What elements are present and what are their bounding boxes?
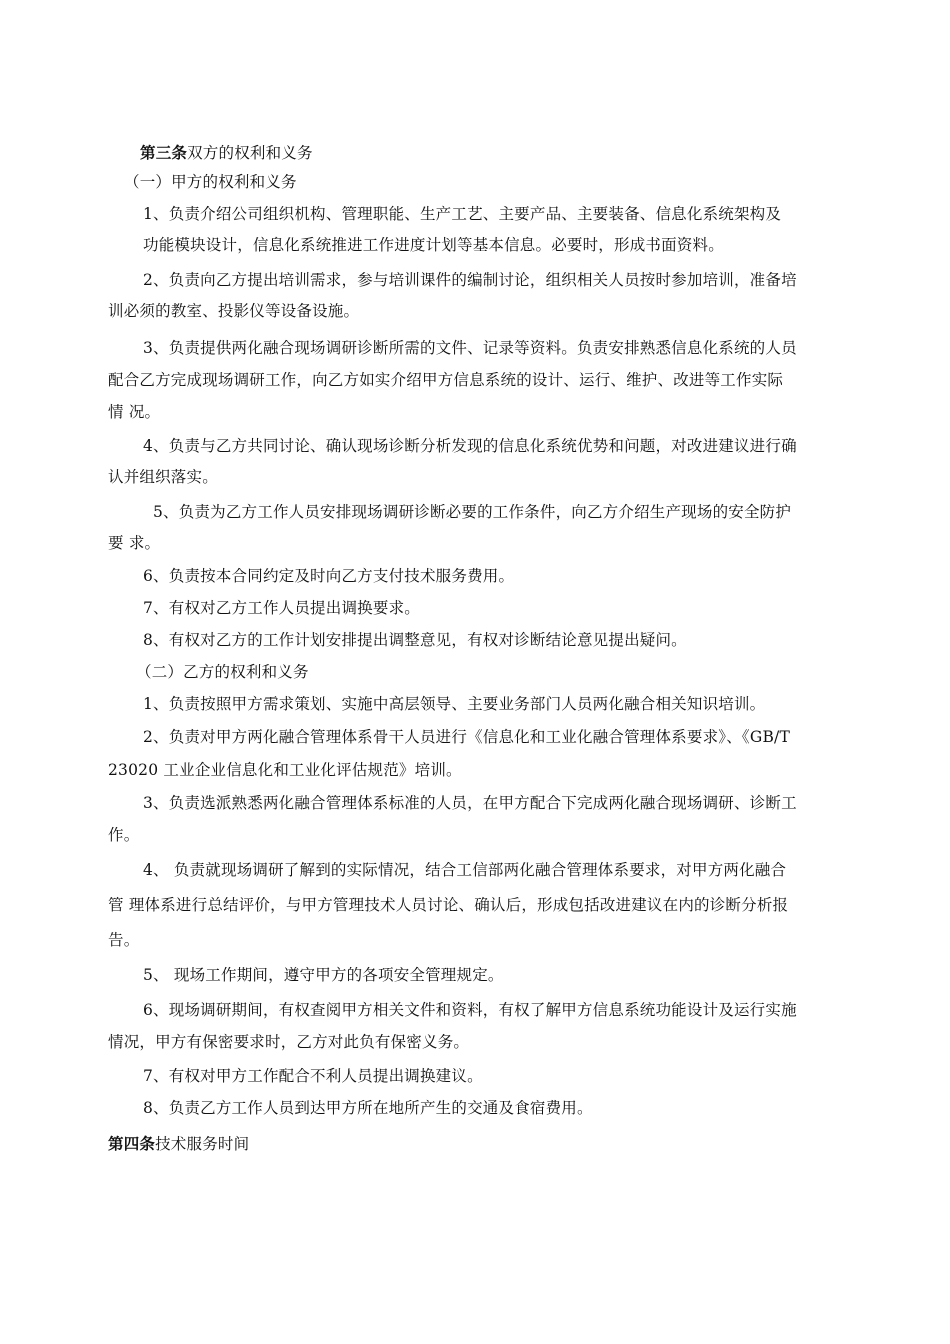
section-b-line: 8、负责乙方工作人员到达甲方所在地所产生的交通及食宿费用。	[143, 1099, 593, 1117]
section-b-line: 管 理体系进行总结评价，与甲方管理技术人员讨论、确认后，形成包括改进建议在内的诊断分析报	[108, 896, 789, 914]
section-a-line: 7、有权对乙方工作人员提出调换要求。	[143, 599, 420, 617]
section-b-line: 7、有权对甲方工作配合不利人员提出调换建议。	[143, 1067, 483, 1085]
section-b-line: 告。	[108, 931, 140, 949]
section-a-line: 8、有权对乙方的工作计划安排提出调整意见，有权对诊断结论意见提出疑问。	[143, 631, 687, 649]
section-a-line: 配合乙方完成现场调研工作，向乙方如实介绍甲方信息系统的设计、运行、维护、改进等工作实际	[108, 371, 784, 389]
section-a-line: 4、负责与乙方共同讨论、确认现场诊断分析发现的信息化系统优势和问题，对改进建议进行确	[143, 437, 797, 455]
section-a-line: 认并组织落实。	[108, 468, 218, 486]
section-a-line: 5、负责为乙方工作人员安排现场调研诊断必要的工作条件，向乙方介绍生产现场的安全防护	[153, 503, 792, 521]
section-b-line: 4、 负责就现场调研了解到的实际情况，结合工信部两化融合管理体系要求，对甲方两化融合	[143, 861, 787, 879]
section-b-line: 5、 现场工作期间，遵守甲方的各项安全管理规定。	[143, 966, 504, 984]
article-4-number: 第四条	[108, 1134, 156, 1153]
article-3-heading	[140, 143, 313, 163]
section-b-line: 情况，甲方有保密要求时，乙方对此负有保密义务。	[108, 1033, 470, 1051]
section-a-line: 1、负责介绍公司组织机构、管理职能、生产工艺、主要产品、主要装备、信息化系统架构及	[143, 205, 782, 223]
section-a-line: 2、负责向乙方提出培训需求，参与培训课件的编制讨论，组织相关人员按时参加培训，准备培	[143, 271, 797, 289]
section-b-line: 2、负责对甲方两化融合管理体系骨干人员进行《信息化和工业化融合管理体系要求》、《GB/T	[143, 728, 790, 746]
section-b-line: 23020 工业企业信息化和工业化评估规范》培训。	[108, 761, 462, 779]
section-a-line: 情 况。	[108, 403, 161, 421]
section-a-line: 要 求。	[108, 534, 161, 552]
section-b-line: 3、负责选派熟悉两化融合管理体系标准的人员，在甲方配合下完成两化融合现场调研、诊断工	[143, 794, 797, 812]
section-b-heading: （二）乙方的权利和义务	[136, 663, 309, 681]
article-3-title: 双方的权利和义务	[187, 144, 313, 162]
section-a-line: 训必须的教室、投影仪等设备设施。	[108, 302, 360, 320]
section-a-line: 6、负责按本合同约定及时向乙方支付技术服务费用。	[143, 567, 515, 585]
article-4-heading	[108, 1134, 249, 1154]
article-4-title: 技术服务时间	[155, 1135, 250, 1153]
section-a-line: 功能模块设计，信息化系统推进工作进度计划等基本信息。必要时，形成书面资料。	[143, 236, 724, 254]
section-b-line: 6、现场调研期间，有权查阅甲方相关文件和资料，有权了解甲方信息系统功能设计及运行实施	[143, 1001, 797, 1019]
section-a-heading: （一）甲方的权利和义务	[124, 173, 297, 191]
section-b-line: 作。	[108, 826, 140, 844]
section-b-line: 1、负责按照甲方需求策划、实施中高层领导、主要业务部门人员两化融合相关知识培训。	[143, 695, 766, 713]
article-3-number: 第三条	[140, 143, 188, 162]
section-a-line: 3、负责提供两化融合现场调研诊断所需的文件、记录等资料。负责安排熟悉信息化系统的人员	[143, 339, 797, 357]
